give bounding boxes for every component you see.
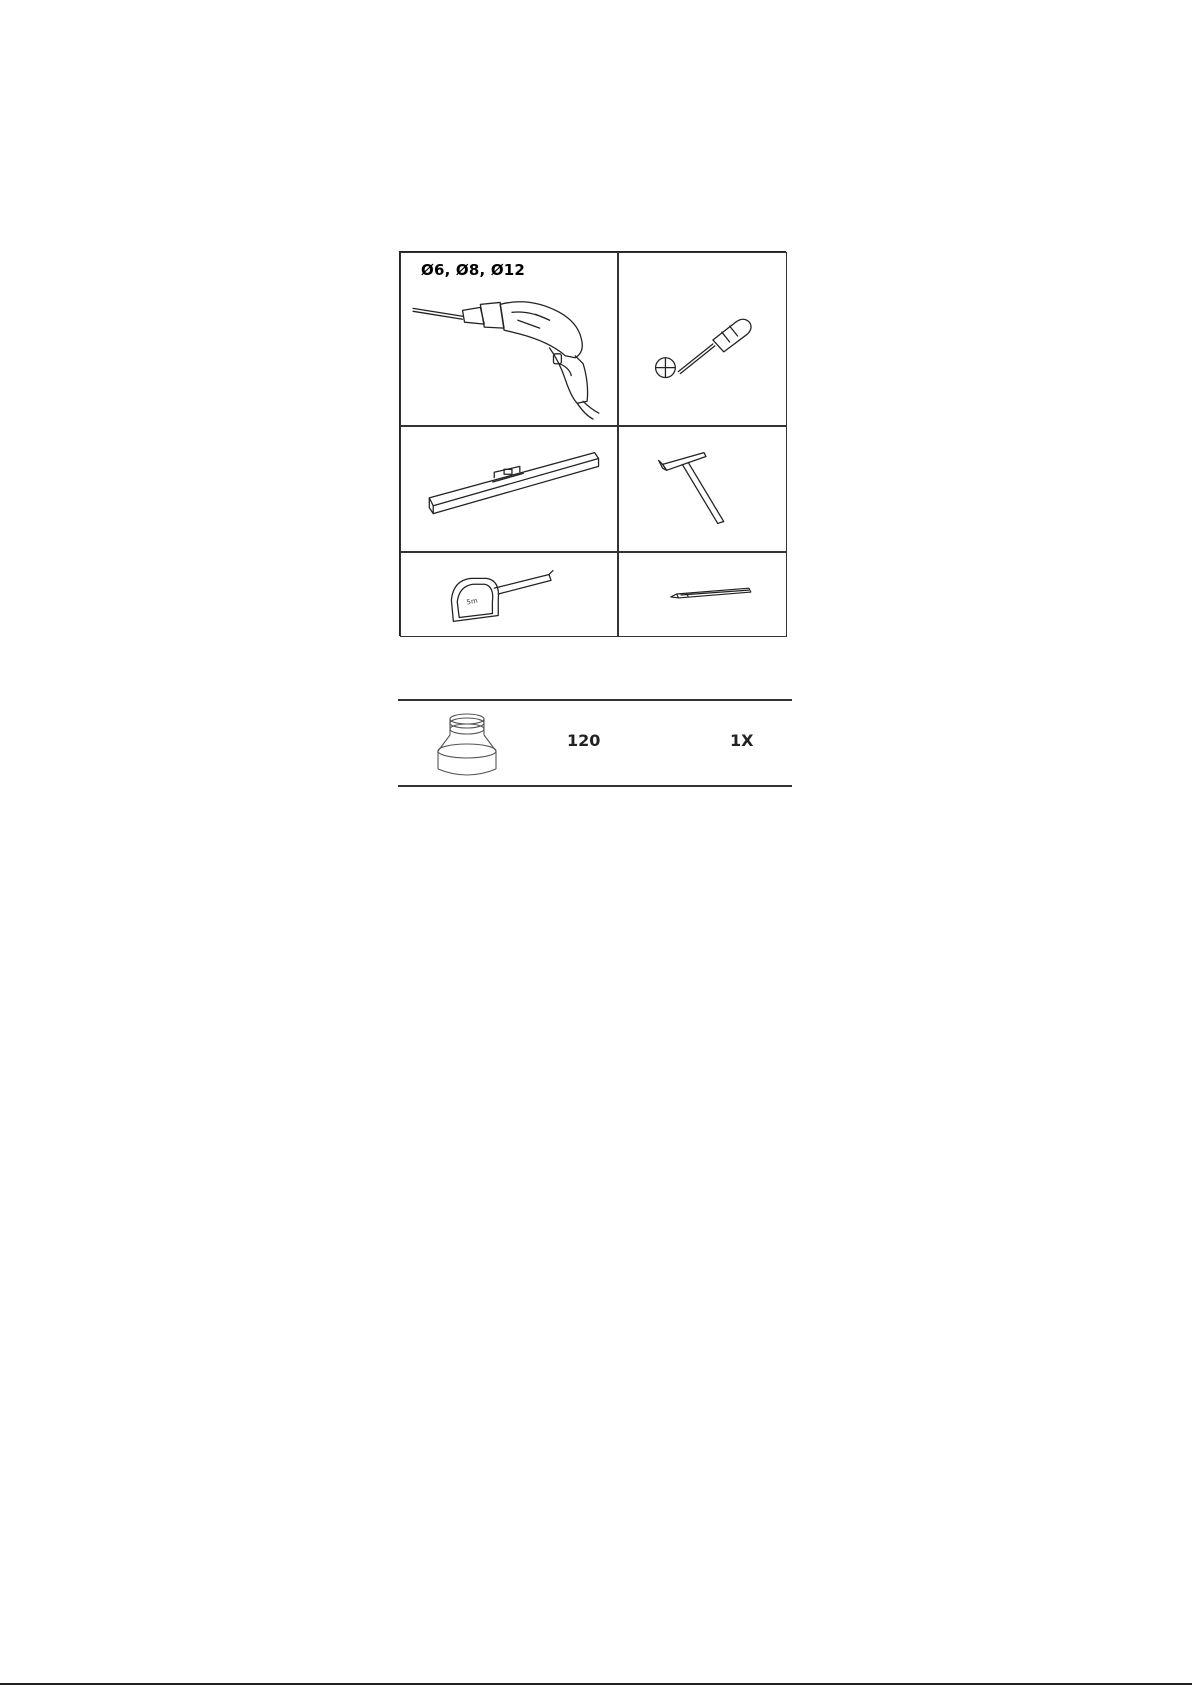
tape-measure-icon [401, 553, 617, 636]
hammer-icon [619, 427, 786, 551]
phillips-cross-symbol [656, 358, 676, 378]
tool-cell-spirit-level [400, 426, 618, 552]
pencil-icon [619, 553, 786, 636]
duct-reducer-icon [434, 709, 500, 779]
phillips-screwdriver-icon [619, 253, 786, 425]
tool-cell-drill [400, 252, 618, 426]
tool-cell-tape-measure [400, 552, 618, 637]
power-drill-icon [401, 253, 617, 425]
parts-list-row [398, 699, 792, 787]
part-quantity-label: 1X [730, 731, 754, 750]
drill-bit-sizes-label: Ø6, Ø8, Ø12 [421, 261, 526, 279]
spirit-level-icon [401, 427, 617, 551]
tool-cell-screwdriver [618, 252, 787, 426]
svg-text:5m: 5m [466, 596, 479, 607]
tools-required-grid [399, 251, 786, 636]
part-size-label: 120 [567, 731, 601, 750]
tool-cell-pencil [618, 552, 787, 637]
tool-cell-hammer [618, 426, 787, 552]
